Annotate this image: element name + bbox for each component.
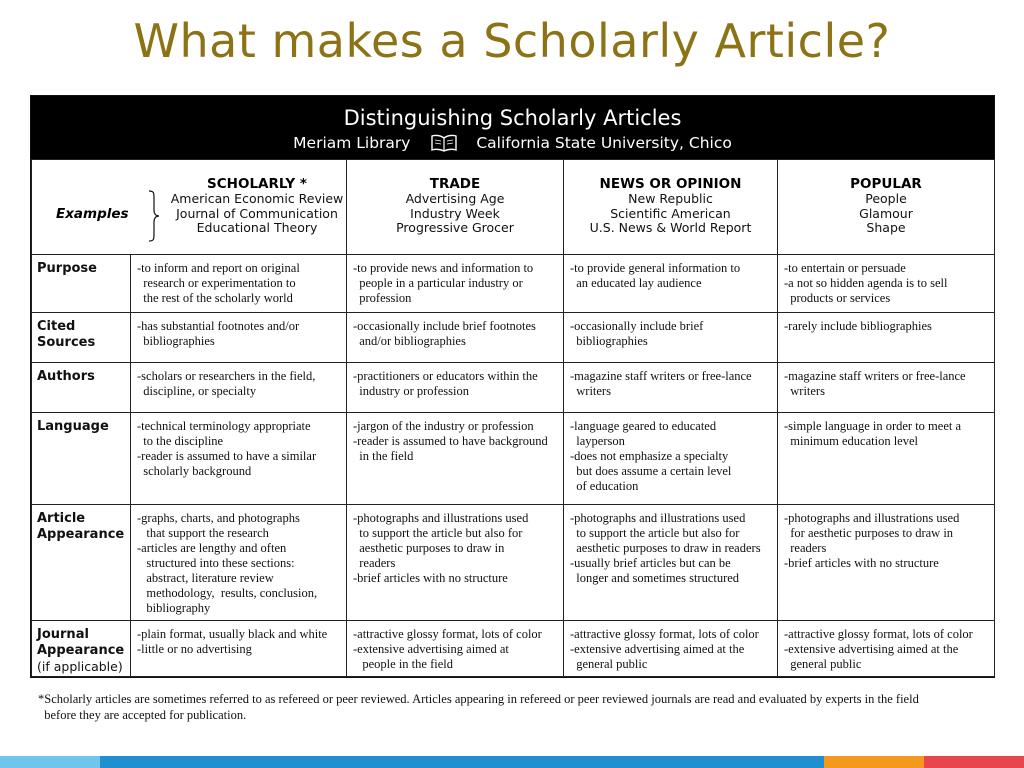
cell-line: people in a particular industry or [353, 276, 523, 290]
table-cell [564, 255, 778, 313]
cell-line: structured into these sections: [137, 556, 295, 570]
row-label-line: Journal [37, 627, 89, 642]
comparison-table [31, 159, 995, 677]
table-cell [778, 505, 995, 621]
cell-line: -scholars or researchers in the field, [137, 369, 316, 383]
table-cell [131, 255, 347, 313]
table-row [32, 313, 995, 363]
footer-segment [100, 756, 824, 768]
example-journal: Glamour [859, 205, 913, 221]
cell-line: -graphs, charts, and photographs [137, 511, 300, 525]
cell-line: -magazine staff writers or free-lance [784, 369, 966, 383]
cell-line: -photographs and illustrations used [353, 511, 529, 525]
cell-line: -extensive advertising aimed at [353, 642, 509, 656]
table-body [32, 255, 995, 677]
footer-color-bar [0, 756, 1024, 768]
cell-line: -technical terminology appropriate [137, 419, 311, 433]
row-label-line: Language [37, 419, 109, 434]
cell-line: -occasionally include brief footnotes [353, 319, 536, 333]
slide-title: What makes a Scholarly Article? [133, 14, 891, 68]
row-label-line: Article [37, 511, 86, 526]
row-label-note: (if applicable) [37, 659, 123, 674]
curly-brace-icon [148, 190, 160, 242]
example-journal: Shape [866, 220, 906, 235]
row-label [32, 505, 131, 621]
table-cell [564, 621, 778, 677]
column-name: POPULAR [850, 176, 922, 192]
table-row [32, 505, 995, 621]
example-journal: Journal of Communication [176, 205, 338, 221]
cell-line: an educated lay audience [570, 276, 702, 290]
table-cell [347, 621, 564, 677]
footnote-line: before they are accepted for publication. [38, 708, 247, 722]
table-cell [347, 313, 564, 363]
cell-line: writers [784, 384, 825, 398]
column-header-row [32, 160, 995, 255]
cell-line: -practitioners or educators within the [353, 369, 538, 383]
cell-line: -reader is assumed to have background [353, 434, 548, 448]
row-label [32, 255, 131, 313]
example-journal: Advertising Age [405, 191, 505, 206]
cell-line: -to entertain or persuade [784, 261, 906, 275]
cell-line: -simple language in order to meet a [784, 419, 962, 433]
table-row [32, 363, 995, 413]
scholarly-header-cell [32, 160, 347, 255]
table-cell [564, 413, 778, 505]
cell-line: minimum education level [784, 434, 918, 448]
table-cell [347, 255, 564, 313]
cell-line: to the discipline [137, 434, 224, 448]
row-label [32, 621, 131, 677]
row-label [32, 363, 131, 413]
row-label-line: Appearance [37, 643, 125, 658]
cell-line: readers [784, 541, 827, 555]
cell-line: -extensive advertising aimed at the [570, 642, 745, 656]
table-cell [131, 505, 347, 621]
table-cell [347, 505, 564, 621]
example-journal: New Republic [628, 191, 713, 206]
example-journal: Educational Theory [196, 220, 318, 235]
cell-line: -a not so hidden agenda is to sell [784, 276, 948, 290]
table-cell [131, 621, 347, 677]
cell-line: -occasionally include brief [570, 319, 704, 333]
cell-line: -does not emphasize a specialty [570, 449, 729, 463]
cell-line: industry or profession [353, 384, 469, 398]
footer-segment [924, 756, 1024, 768]
example-journal: People [865, 191, 907, 206]
university-name: California State University, Chico [476, 134, 732, 152]
cell-line: -to provide news and information to [353, 261, 534, 275]
table-cell [347, 413, 564, 505]
table-cell [778, 621, 995, 677]
cell-line: -photographs and illustrations used [570, 511, 746, 525]
column-name: SCHOLARLY * [207, 176, 307, 192]
banner-title: Distinguishing Scholarly Articles [343, 106, 682, 130]
cell-line: -photographs and illustrations used [784, 511, 960, 525]
column-popular [778, 160, 995, 255]
column-trade [347, 160, 564, 255]
table-row [32, 255, 995, 313]
comparison-chart-document [30, 95, 995, 678]
cell-line: methodology, results, conclusion, [137, 586, 318, 600]
cell-line: general public [784, 657, 862, 671]
cell-line: aesthetic purposes to draw in [353, 541, 505, 555]
cell-line: of education [570, 479, 639, 493]
cell-line: and/or bibliographies [353, 334, 466, 348]
cell-line: but does assume a certain level [570, 464, 732, 478]
examples-label: Examples [56, 206, 129, 222]
table-cell [564, 363, 778, 413]
row-label-line: Purpose [37, 261, 97, 276]
cell-line: -to provide general information to [570, 261, 741, 275]
cell-line: -plain format, usually black and white [137, 627, 328, 641]
cell-line: -has substantial footnotes and/or [137, 319, 300, 333]
cell-line: -little or no advertising [137, 642, 252, 656]
example-journal: Industry Week [410, 205, 500, 221]
cell-line: layperson [570, 434, 625, 448]
cell-line: products or services [784, 291, 891, 305]
cell-line: for aesthetic purposes to draw in [784, 526, 954, 540]
library-name: Meriam Library [293, 134, 411, 152]
cell-line: -attractive glossy format, lots of color [353, 627, 542, 641]
cell-line: -jargon of the industry or profession [353, 419, 534, 433]
cell-line: to support the article but also for [570, 526, 740, 540]
table-cell [564, 505, 778, 621]
cell-line: aesthetic purposes to draw in readers [570, 541, 761, 555]
example-journal: Progressive Grocer [396, 220, 514, 235]
cell-line: -articles are lengthy and often [137, 541, 287, 555]
cell-line: -reader is assumed to have a similar [137, 449, 317, 463]
cell-line: in the field [353, 449, 414, 463]
cell-line: bibliographies [570, 334, 648, 348]
table-cell [131, 313, 347, 363]
cell-line: -rarely include bibliographies [784, 319, 932, 333]
row-label [32, 413, 131, 505]
cell-line: bibliography [137, 601, 211, 615]
table-row [32, 413, 995, 505]
example-journal: American Economic Review [170, 191, 344, 206]
cell-line: -language geared to educated [570, 419, 717, 433]
footer-segment [0, 756, 100, 768]
table-cell [564, 313, 778, 363]
table-cell [131, 413, 347, 505]
table-cell [778, 313, 995, 363]
cell-line: -magazine staff writers or free-lance [570, 369, 752, 383]
cell-line: -brief articles with no structure [784, 556, 939, 570]
footnote [38, 691, 978, 723]
cell-line: longer and sometimes structured [570, 571, 740, 585]
cell-line: scholarly background [137, 464, 252, 478]
cell-line: general public [570, 657, 648, 671]
table-cell [778, 255, 995, 313]
cell-line: research or experimentation to [137, 276, 296, 290]
cell-line: readers [353, 556, 396, 570]
cell-line: the rest of the scholarly world [137, 291, 293, 305]
table-row [32, 621, 995, 677]
footnote-line: *Scholarly articles are sometimes referred to as refereed or peer reviewed. Articles appearing in refereed or peer reviewed journals are read and evaluated by experts in the field [38, 692, 919, 706]
cell-line: writers [570, 384, 611, 398]
row-label-line: Sources [37, 335, 96, 350]
row-label-line: Appearance [37, 527, 125, 542]
footer-segment [824, 756, 924, 768]
cell-line: -brief articles with no structure [353, 571, 508, 585]
column-scholarly [162, 160, 352, 236]
row-label [32, 313, 131, 363]
cell-line: profession [353, 291, 412, 305]
cell-line: people in the field [353, 657, 453, 671]
table-cell [131, 363, 347, 413]
column-news-opinion [564, 160, 778, 255]
cell-line: to support the article but also for [353, 526, 523, 540]
cell-line: -to inform and report on original [137, 261, 300, 275]
example-journal: Scientific American [610, 205, 731, 221]
banner [31, 96, 994, 159]
table-cell [778, 363, 995, 413]
row-label-line: Cited [37, 319, 76, 334]
table-cell [778, 413, 995, 505]
column-name: NEWS OR OPINION [599, 176, 742, 192]
example-journal: U.S. News & World Report [589, 220, 752, 235]
cell-line: -attractive glossy format, lots of color [784, 627, 973, 641]
cell-line: discipline, or specialty [137, 384, 257, 398]
cell-line: abstract, literature review [137, 571, 274, 585]
column-name: TRADE [429, 176, 481, 192]
cell-line: -usually brief articles but can be [570, 556, 731, 570]
row-label-line: Authors [37, 369, 95, 384]
open-book-icon [431, 134, 457, 158]
cell-line: -attractive glossy format, lots of color [570, 627, 759, 641]
cell-line: bibliographies [137, 334, 215, 348]
cell-line: that support the research [137, 526, 269, 540]
banner-subtitle [31, 132, 994, 158]
table-cell [347, 363, 564, 413]
cell-line: -extensive advertising aimed at the [784, 642, 959, 656]
